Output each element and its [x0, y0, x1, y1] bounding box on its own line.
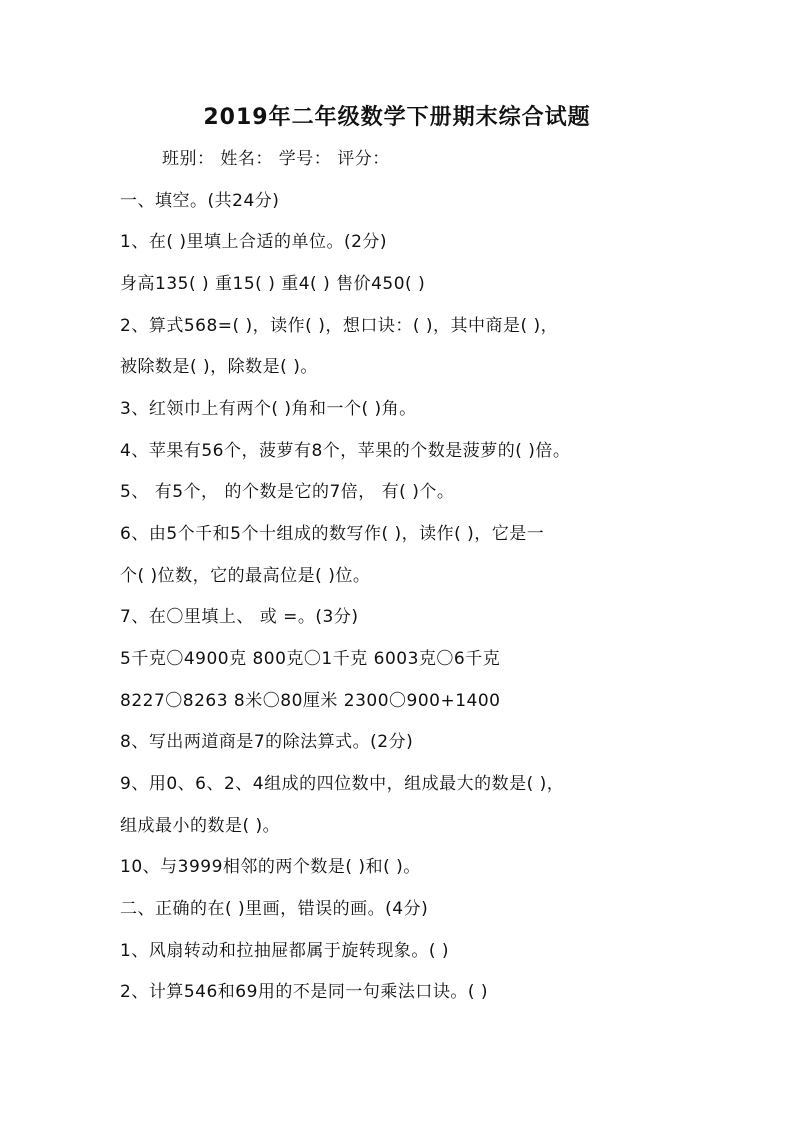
question-2: 2、算式568=( )，读作( )，想口诀：( )，其中商是( )，	[120, 316, 559, 336]
question-1-items: 身高135( ) 重15( ) 重4( ) 售价450( )	[120, 274, 426, 294]
question-2-continued: 被除数是( )，除数是( )。	[120, 357, 318, 377]
question-1: 1、在( )里填上合适的单位。(2分)	[120, 232, 388, 252]
question-5: 5、 有5个， 的个数是它的7倍， 有( )个。	[120, 482, 455, 502]
section-heading-fill-blank: 一、填空。(共24分)	[120, 191, 280, 211]
question-4: 4、苹果有56个，菠萝有8个，苹果的个数是菠萝的( )倍。	[120, 441, 571, 461]
question-6: 6、由5个千和5个十组成的数写作( )，读作( )，它是一	[120, 524, 545, 544]
tf-question-2: 2、计算546和69用的不是同一句乘法口诀。( )	[120, 982, 489, 1002]
question-7: 7、在〇里填上、 或 =。(3分)	[120, 607, 359, 627]
question-7-row-2: 8227〇8263 8米〇80厘米 2300〇900+1400	[120, 691, 501, 711]
page-title: 2019年二年级数学下册期末综合试题	[203, 105, 591, 130]
question-10: 10、与3999相邻的两个数是( )和( )。	[120, 857, 421, 877]
section-heading-true-false: 二、正确的在( )里画，错误的画。(4分)	[120, 899, 429, 919]
question-3: 3、红领巾上有两个( )角和一个( )角。	[120, 399, 417, 419]
student-info-line: 班别： 姓名： 学号： 评分：	[162, 149, 390, 169]
question-9-continued: 组成最小的数是( )。	[120, 816, 281, 836]
question-8: 8、写出两道商是7的除法算式。(2分)	[120, 732, 414, 752]
question-6-continued: 个( )位数，它的最高位是( )位。	[120, 566, 371, 586]
question-9: 9、用0、6、2、4组成的四位数中，组成最大的数是( )，	[120, 774, 565, 794]
tf-question-1: 1、风扇转动和拉抽屉都属于旋转现象。( )	[120, 941, 449, 961]
question-7-row-1: 5千克〇4900克 800克〇1千克 6003克〇6千克	[120, 649, 501, 669]
